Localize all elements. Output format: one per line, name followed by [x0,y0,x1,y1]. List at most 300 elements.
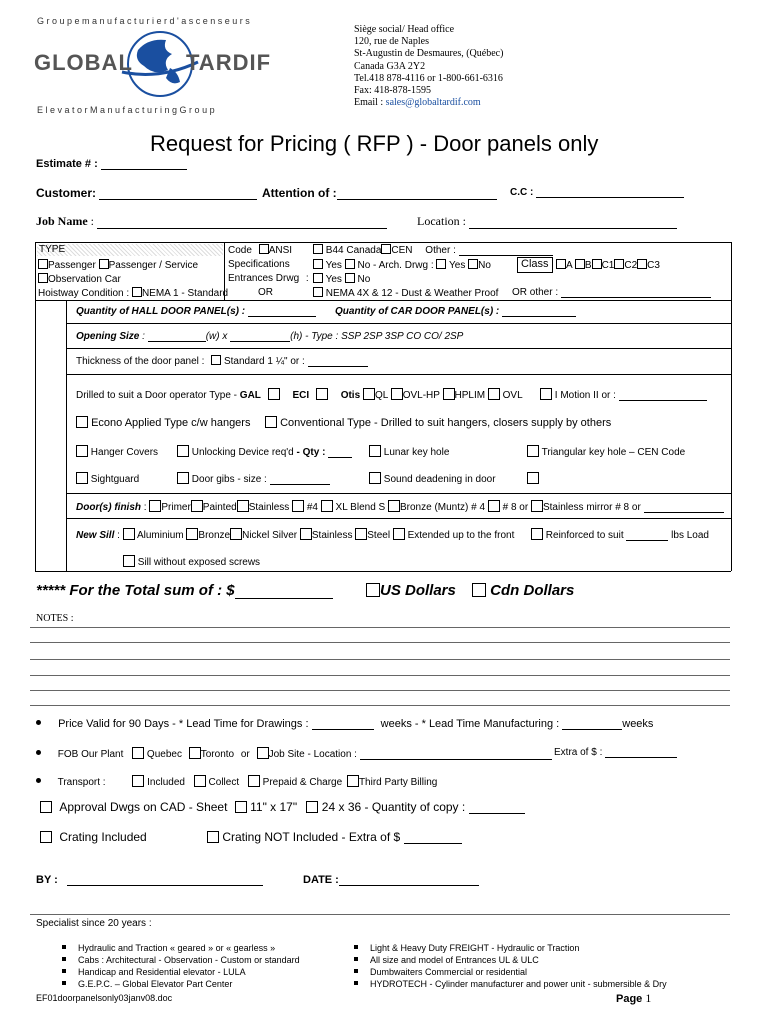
b44-checkbox[interactable] [313,244,323,254]
lead-manufacturing-label: - * Lead Time Manufacturing : [411,718,560,730]
class-a-checkbox[interactable] [556,259,566,269]
observation-car-label: Observation Car [48,274,121,285]
address-line: Canada G3A 2Y2 [354,60,426,72]
spec-options [313,259,491,271]
n8-checkbox[interactable] [488,500,500,512]
sheet-11x17-checkbox[interactable] [235,801,247,813]
unlocking-qty-label: - Qty : [293,447,326,458]
extra-option [527,472,539,485]
extra-input[interactable] [605,757,677,758]
thickness-input[interactable] [308,366,368,367]
imotion-label: I Motion II or : [554,390,616,401]
table-rule [35,242,36,300]
opening-width-input[interactable] [148,341,206,342]
eci-checkbox[interactable] [316,388,328,400]
us-dollars-label: US Dollars [380,582,456,599]
table-rule [66,300,67,571]
bronze-checkbox[interactable] [388,500,400,512]
bullet-icon [62,981,66,985]
lead-manufacturing-input[interactable] [562,729,622,730]
crating-not-option [207,830,462,844]
date-field [303,874,479,886]
approval-checkbox[interactable] [40,801,52,813]
attention-input[interactable] [337,199,497,200]
cc-field [510,187,684,198]
cdn-dollars-checkbox[interactable] [472,583,486,597]
entrances-options [313,273,370,285]
estimate-field [36,158,187,170]
triangular-label: Triangular key hole – CEN Code [541,447,686,458]
table-rule [35,300,36,571]
sill-colon: : [114,530,120,541]
specifications-label: Specifications [228,259,290,270]
reinforced-input[interactable] [626,540,668,541]
extended-label: Extended up to the front [407,530,515,541]
n8-label: # 8 [502,502,517,513]
sill-stainless-checkbox[interactable] [300,528,312,540]
code-label: Code [228,245,252,256]
conventional-checkbox[interactable] [265,416,277,428]
triangular-option [527,445,685,458]
ovl-label: OVL [502,390,523,401]
sheet-24x36-label: 24 x 36 - Quantity of copy : [321,800,466,814]
table-rule [731,242,732,571]
list-item [354,954,667,966]
spec-yes-label: Yes [325,260,342,271]
crating-included-label: Crating Included [59,830,147,844]
ql-label: QL [374,390,388,401]
bullet-icon [62,957,66,961]
painted-label: Painted [202,502,237,513]
list-item-text: Hydraulic and Traction « geared » or « gearless » [78,943,276,953]
table-rule [66,323,731,324]
class-label: Class [521,258,549,270]
sill-without-label: Sill without exposed screws [137,557,261,568]
unlocking-label: Unlocking Device req'd [191,447,294,458]
hanger-covers-checkbox[interactable] [76,445,88,457]
nema1-label: NEMA 1 - Standard [141,288,229,299]
nema4-label: NEMA 4X & 12 - Dust & Weather Proof [325,288,499,299]
fob-label: FOB Our Plant [57,749,124,760]
copy-quantity-input[interactable] [469,813,525,814]
transport-row [36,775,437,788]
finish-label: Door(s) finish [76,502,141,513]
transport-label: Transport : [57,777,106,788]
approval-label: Approval Dwgs on CAD - Sheet [59,800,228,814]
crating-included-checkbox[interactable] [40,831,52,843]
total-sum-field [36,582,333,599]
nema1-checkbox[interactable] [132,287,142,297]
list-item-text: Cabs : Architectural - Observation - Custom or standard [78,955,300,965]
cen-checkbox[interactable] [381,244,391,254]
econo-option [76,416,250,429]
price-valid-label: Price Valid for 90 Days - * Lead Time for Drawings : [58,718,309,730]
bullet-icon [36,720,41,725]
qty-car-input[interactable] [502,316,576,317]
finish-other-input[interactable] [644,512,724,513]
hoistway-label: Hoistway Condition : [38,288,130,299]
or-other-label: OR other : [512,287,559,298]
sill-stainless-label: Stainless [311,530,353,541]
tagline-top: G r o u p e m a n u f a c t u r i e r d ' a s c e n s e u r s [37,16,250,26]
page-num: 1 [645,991,652,1005]
list-item [62,954,300,966]
notes-line[interactable] [30,642,730,643]
table-rule [35,242,731,243]
primer-label: Primer [161,502,191,513]
class-c3-checkbox[interactable] [637,259,647,269]
extended-checkbox[interactable] [393,528,405,540]
imotion-input[interactable] [619,400,707,401]
stainless-checkbox[interactable] [237,500,249,512]
drilled-row [76,388,523,401]
job-name-label: Job Name [36,214,88,228]
bullet-icon [354,945,358,949]
reinforced-option [531,528,709,541]
logo-left-text: GLOBAL [34,50,133,75]
passenger-service-checkbox[interactable] [99,259,109,269]
door-gibs-label: Door gibs - size : [191,474,267,485]
spec-no-checkbox[interactable] [345,259,355,269]
footer-rule [30,914,730,915]
type-row-1 [38,259,198,271]
collect-checkbox[interactable] [194,775,206,787]
list-item-text: G.E.P.C. – Global Elevator Part Center [78,979,233,989]
qty-hall-input[interactable] [248,316,316,317]
primer-checkbox[interactable] [149,500,161,512]
hplim-checkbox[interactable] [443,388,455,400]
hanger-covers-option [76,445,158,458]
phone-line: Tel.418 878-4116 or 1-800-661-6316 [354,72,503,84]
lunar-option [369,445,449,458]
crating-extra-input[interactable] [404,843,462,844]
arch-yes-label: Yes [449,260,466,271]
aluminium-label: Aluminium [136,530,184,541]
by-field [36,874,263,886]
entrances-yes-label: Yes [325,274,342,285]
crating-row [40,830,147,844]
cc-input[interactable] [536,197,684,198]
qty-hall-field [76,306,316,317]
arch-yes-checkbox[interactable] [436,259,446,269]
entrances-no-checkbox[interactable] [345,273,355,283]
xl-label: XL Blend S [335,502,386,513]
specifications-row [228,259,315,270]
class-c2-label: C2 [624,260,638,271]
nickel-checkbox[interactable] [230,528,242,540]
finish-row [76,500,724,513]
toronto-checkbox[interactable] [189,747,201,759]
list-item [62,966,300,978]
qty-hall-label: Quantity of HALL DOOR PANEL(s) : [76,306,246,317]
sound-option [369,472,496,485]
ansi-checkbox[interactable] [259,244,269,254]
head-office-address [354,24,503,109]
unlocking-option [177,445,352,458]
by-label: BY : [36,874,58,886]
tagline-bottom: E l e v a t o r M a n u f a c t u r i n g G r o u p [37,105,215,115]
sightguard-option [76,472,139,485]
list-item [354,978,667,990]
sill-without-checkbox[interactable] [123,555,135,567]
conventional-label: Conventional Type - Drilled to suit hangers, closers supply by others [280,417,612,429]
job-name-input[interactable] [97,228,387,229]
standard-thickness-checkbox[interactable] [211,355,221,365]
collect-label: Collect [208,777,240,788]
bullet-icon [36,778,41,783]
approval-row [40,800,525,814]
list-item [62,942,300,954]
spec-yes-checkbox[interactable] [313,259,323,269]
notes-line[interactable] [30,705,730,706]
ql-checkbox[interactable] [363,388,375,400]
xl-checkbox[interactable] [321,500,333,512]
nema4-checkbox[interactable] [313,287,323,297]
class-c1-checkbox[interactable] [592,259,602,269]
page-title: Request for Pricing ( RFP ) - Door panels only [150,131,599,156]
or-other-input[interactable] [561,297,711,298]
address-line: 120, rue de Naples [354,36,429,48]
fob-row [36,747,552,760]
ovlhp-label: OVL-HP [402,390,440,401]
or-label: or [240,749,250,760]
class-c2-checkbox[interactable] [614,259,624,269]
logo-right-text: TARDIF [186,50,272,75]
thickness-row [76,355,368,367]
third-party-label: Third Party Billing [358,777,438,788]
eci-label: ECI [292,390,310,401]
table-rule [66,374,731,375]
estimate-label: Estimate # : [36,158,98,170]
sheet-11x17-label: 11" x 17" [250,800,298,814]
list-item-text: Light & Heavy Duty FREIGHT - Hydraulic or Traction [370,943,580,953]
bullet-icon [62,945,66,949]
location-input[interactable] [469,228,677,229]
lead-drawings-input[interactable] [312,729,374,730]
type-row-2 [38,273,121,285]
class-b-label: B [584,260,592,271]
finish-colon: : [141,502,147,513]
footer-left-list [62,942,300,990]
painted-checkbox[interactable] [191,500,203,512]
ovl-checkbox[interactable] [488,388,500,400]
list-item [354,966,667,978]
other-label: Other : [425,245,456,256]
standard-thickness-label: Standard 1 ¼" or : [223,356,305,367]
class-a-label: A [566,260,573,271]
customer-field [36,186,257,200]
class-b-checkbox[interactable] [575,259,585,269]
reinforced-checkbox[interactable] [531,528,543,540]
opening-size-label: Opening Size [76,331,140,342]
us-dollars-option [366,582,456,599]
observation-car-checkbox[interactable] [38,273,48,283]
steel-label: Steel [367,530,391,541]
bullet-icon [36,750,41,755]
ovlhp-checkbox[interactable] [391,388,403,400]
total-sum-label: ***** For the Total sum of : $ [36,582,235,599]
notes-line[interactable] [30,690,730,691]
type-heading: TYPE [39,244,66,255]
email-label: Email : [354,97,386,109]
cdn-dollars-option [472,582,574,599]
notes-line[interactable] [30,659,730,660]
table-rule [35,300,731,301]
job-name-field [36,214,387,229]
date-label: DATE : [303,874,339,886]
opening-colon: : [139,331,145,342]
class-options [556,259,660,271]
sound-checkbox[interactable] [369,472,381,484]
opening-size-row [76,331,463,342]
unlocking-qty-input[interactable] [328,457,352,458]
table-rule [66,518,731,519]
reinforced-label: Reinforced to suit [545,530,624,541]
extra-label: Extra of $ : [554,747,603,758]
new-sill-label: New Sill [76,530,115,541]
opening-type-label: (h) - Type : SSP 2SP 3SP CO CO/ 2SP [290,331,464,342]
jobsite-label: Job Site - Location : [268,749,357,760]
list-item [354,942,667,954]
arch-drawing-label: No - Arch. Drwg : [357,260,434,271]
email-link[interactable]: sales@globaltardif.com [385,97,481,109]
price-valid-row [36,718,653,730]
door-gibs-input[interactable] [270,484,330,485]
conventional-option [265,416,611,429]
door-gibs-option [177,472,330,485]
cdn-dollars-label: Cdn Dollars [490,582,575,599]
included-checkbox[interactable] [132,775,144,787]
extra-checkbox[interactable] [527,472,539,484]
class-box [517,257,553,273]
sound-label: Sound deadening in door [383,474,496,485]
bullet-icon [354,981,358,985]
hplim-label: HPLIM [454,390,486,401]
quebec-label: Quebec [146,749,182,760]
location-field [417,214,677,229]
passenger-checkbox[interactable] [38,259,48,269]
nema4-option [313,287,498,299]
b44-label: B44 Canada [325,245,382,256]
hoistway-row [38,287,228,299]
table-rule [66,493,731,494]
b44-option [313,244,553,256]
hanger-covers-label: Hanger Covers [90,447,159,458]
width-unit-label: (w) x [205,331,228,342]
entrances-row [228,273,309,284]
other-input[interactable] [459,255,553,256]
notes-label: NOTES : [36,613,74,624]
quebec-checkbox[interactable] [132,747,144,759]
or-label: or [519,502,529,513]
list-item-text: HYDROTECH - Cylinder manufacturer and power unit - submersible & Dry [370,979,667,989]
by-input[interactable] [67,885,263,886]
us-dollars-checkbox[interactable] [366,583,380,597]
notes-line[interactable] [30,627,730,628]
crating-not-label: Crating NOT Included - Extra of $ [222,830,401,844]
otis-label: Otis [340,390,361,401]
third-party-checkbox[interactable] [347,775,359,787]
specialist-label: Specialist since 20 years : [36,918,152,929]
prepaid-label: Prepaid & Charge [262,777,343,788]
entrances-no-label: No [357,274,371,285]
jobsite-checkbox[interactable] [257,747,269,759]
bullet-icon [62,969,66,973]
sill-bronze-label: Bronze [198,530,231,541]
footer-right-list [354,942,667,990]
unlocking-checkbox[interactable] [177,445,189,457]
door-gibs-checkbox[interactable] [177,472,189,484]
imotion-checkbox[interactable] [540,388,552,400]
sill-bronze-checkbox[interactable] [186,528,198,540]
list-item [62,978,300,990]
customer-input[interactable] [99,199,257,200]
sill-without-option [123,555,260,568]
arch-no-checkbox[interactable] [468,259,478,269]
gal-checkbox[interactable] [268,388,280,400]
thickness-label: Thickness of the door panel : [76,356,205,367]
bronze-label: Bronze (Muntz) # 4 [400,502,486,513]
address-line: Siège social/ Head office [354,24,455,35]
prepaid-checkbox[interactable] [248,775,260,787]
n4-label: #4 [306,502,318,513]
lunar-checkbox[interactable] [369,445,381,457]
list-item-text: Handicap and Residential elevator - LULA [78,967,246,977]
total-sum-input[interactable] [235,598,333,599]
econo-label: Econo Applied Type c/w hangers [91,417,251,429]
aluminium-checkbox[interactable] [123,528,135,540]
new-sill-row [76,528,514,541]
estimate-input[interactable] [101,169,187,170]
sightguard-label: Sightguard [90,474,140,485]
address-line: St-Augustin de Desmaures, (Québec) [354,48,504,60]
steel-checkbox[interactable] [355,528,367,540]
sheet-24x36-checkbox[interactable] [306,801,318,813]
imotion-option [540,388,707,401]
ansi-label: ANSI [268,245,293,256]
location-label: Location : [417,214,466,228]
sightguard-checkbox[interactable] [76,472,88,484]
class-c1-label: C1 [601,260,615,271]
cen-label: CEN [391,245,413,256]
mirror-label: Stainless mirror # 8 or [542,502,641,513]
notes-line[interactable] [30,675,730,676]
n4-checkbox[interactable] [292,500,304,512]
entrances-yes-checkbox[interactable] [313,273,323,283]
triangular-checkbox[interactable] [527,445,539,457]
entrances-label: Entrances Drwg [228,273,300,284]
page-label: Page [616,993,643,1005]
attention-label: Attention of : [262,186,337,200]
toronto-label: Toronto [200,749,235,760]
customer-label: Customer: [36,186,97,200]
econo-checkbox[interactable] [76,416,88,428]
list-item-text: All size and model of Entrances UL & ULC [370,955,539,965]
qty-car-label: Quantity of CAR DOOR PANEL(s) : [335,306,500,317]
mirror-checkbox[interactable] [531,500,543,512]
code-row [228,244,292,256]
passenger-label: Passenger [48,260,96,271]
opening-height-input[interactable] [230,341,290,342]
fax-line: Fax: 418-878-1595 [354,85,431,97]
arch-no-label: No [478,260,491,271]
page-number [616,991,651,1006]
list-item-text: Dumbwaiters Commercial or residential [370,967,528,977]
crating-not-checkbox[interactable] [207,831,219,843]
date-input[interactable] [339,885,479,886]
jobsite-input[interactable] [360,759,552,760]
bullet-icon [354,957,358,961]
